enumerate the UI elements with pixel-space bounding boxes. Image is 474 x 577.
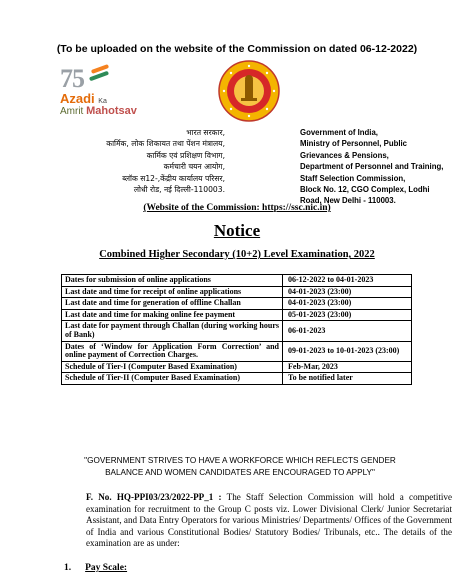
table-row: [62, 341, 412, 361]
schedule-date: 06-01-2023: [283, 321, 412, 341]
schedule-date: Feb-Mar, 2023: [283, 361, 412, 373]
table-row: [62, 361, 412, 373]
logo-number: 75: [60, 64, 84, 93]
section-heading: [64, 563, 127, 573]
schedule-date: 05-01-2023 (23:00): [283, 309, 412, 321]
gender-balance-slogan: "GOVERNMENT STRIVES TO HAVE A WORKFORCE WHICH REFLECTS GENDER BALANCE AND WOMEN CANDIDATES ARE ENCOURAGED TO APPLY": [84, 456, 396, 477]
table-row: [62, 321, 412, 341]
english-address-line: Road, New Delhi - 110003.: [300, 196, 396, 206]
schedule-date: 04-01-2023 (23:00): [283, 298, 412, 310]
schedule-event: Dates of ‘Window for Application Form Correction’ and online payment of Correction Charges.: [62, 341, 283, 361]
english-address-line: Department of Personnel and Training,: [300, 162, 444, 172]
schedule-event: Dates for submission of online applications: [62, 275, 283, 287]
hindi-address-line: कार्मिक एवं प्रशिक्षण विभाग,: [146, 150, 225, 160]
english-address: [300, 127, 460, 207]
schedule-date: To be notified later: [283, 373, 412, 385]
website-line: [0, 203, 474, 213]
hindi-address-line: ब्लॉक स12-,केंद्रीय कार्यालय परिसर,: [122, 173, 225, 183]
schedule-date: 06-12-2022 to 04-01-2023: [283, 275, 412, 287]
notice-paragraph: [86, 492, 452, 550]
exam-title: Combined Higher Secondary (10+2) Level Examination, 2022: [99, 249, 375, 260]
hindi-address-line: लोधी रोड, नई दिल्ली-110003.: [133, 185, 225, 195]
schedule-event: Last date and time for generation of offline Challan: [62, 298, 283, 310]
schedule-date: 04-01-2023 (23:00): [283, 286, 412, 298]
english-address-line: Block No. 12, CGO Complex, Lodhi: [300, 185, 430, 195]
hindi-address: [40, 127, 225, 195]
section-label: Pay Scale:: [85, 563, 128, 573]
hindi-address-line: कार्मिक, लोक शिकायत तथा पेंशन मंत्रालय,: [106, 139, 225, 149]
paragraph-text: The Staff Selection Commission will hold a competitive examination for recruitment to the Group C posts viz. Lower Divisional Clerk/ Junior Secretariat Assistant, and Data Entry Operators for various Ministries/ Departments/ Offices of the Government of India and various Constitutional Bodies/ Statutory Bodies/ Tribunals, etc.. The details of the examination are as under:: [86, 492, 452, 549]
logo-line2: Amrit Mahotsav: [60, 105, 137, 117]
ssc-emblem-icon: [218, 60, 280, 122]
schedule-event: Last date and time for making online fee payment: [62, 309, 283, 321]
english-address-line: Staff Selection Commission,: [300, 173, 406, 183]
file-number: F. No. HQ-PPI03/23/2022-PP_1 :: [86, 492, 222, 502]
schedule-event: Schedule of Tier-II (Computer Based Examination): [62, 373, 283, 385]
table-row: [62, 286, 412, 298]
table-row: [62, 373, 412, 385]
hindi-address-line: भारत सरकार,: [186, 128, 225, 137]
english-address-line: Ministry of Personnel, Public: [300, 139, 408, 149]
notice-title: Notice: [213, 221, 261, 240]
hindi-address-line: कर्मचारी चयन आयोग,: [163, 162, 225, 172]
table-row: [62, 298, 412, 310]
upload-note: (To be uploaded on the website of the Commission on dated 06-12-2022): [56, 43, 418, 55]
table-row: [62, 275, 412, 287]
schedule-event: Last date for payment through Challan (during working hours of Bank): [62, 321, 283, 341]
logo-line1: Azadi Ka: [60, 91, 107, 106]
schedule-table: [61, 274, 412, 385]
schedule-event: Schedule of Tier-I (Computer Based Examination): [62, 361, 283, 373]
english-address-line: Grievances & Pensions,: [300, 150, 389, 160]
section-number: 1.: [64, 563, 72, 573]
table-row: [62, 309, 412, 321]
english-address-line: Government of India,: [300, 128, 378, 137]
schedule-event: Last date and time for receipt of online applications: [62, 286, 283, 298]
website-link[interactable]: (Website of the Commission: https://ssc.nic.in): [143, 203, 331, 213]
schedule-date: 09-01-2023 to 10-01-2023 (23:00): [283, 341, 412, 361]
azadi-ka-amrit-mahotsav-logo: [58, 64, 178, 116]
